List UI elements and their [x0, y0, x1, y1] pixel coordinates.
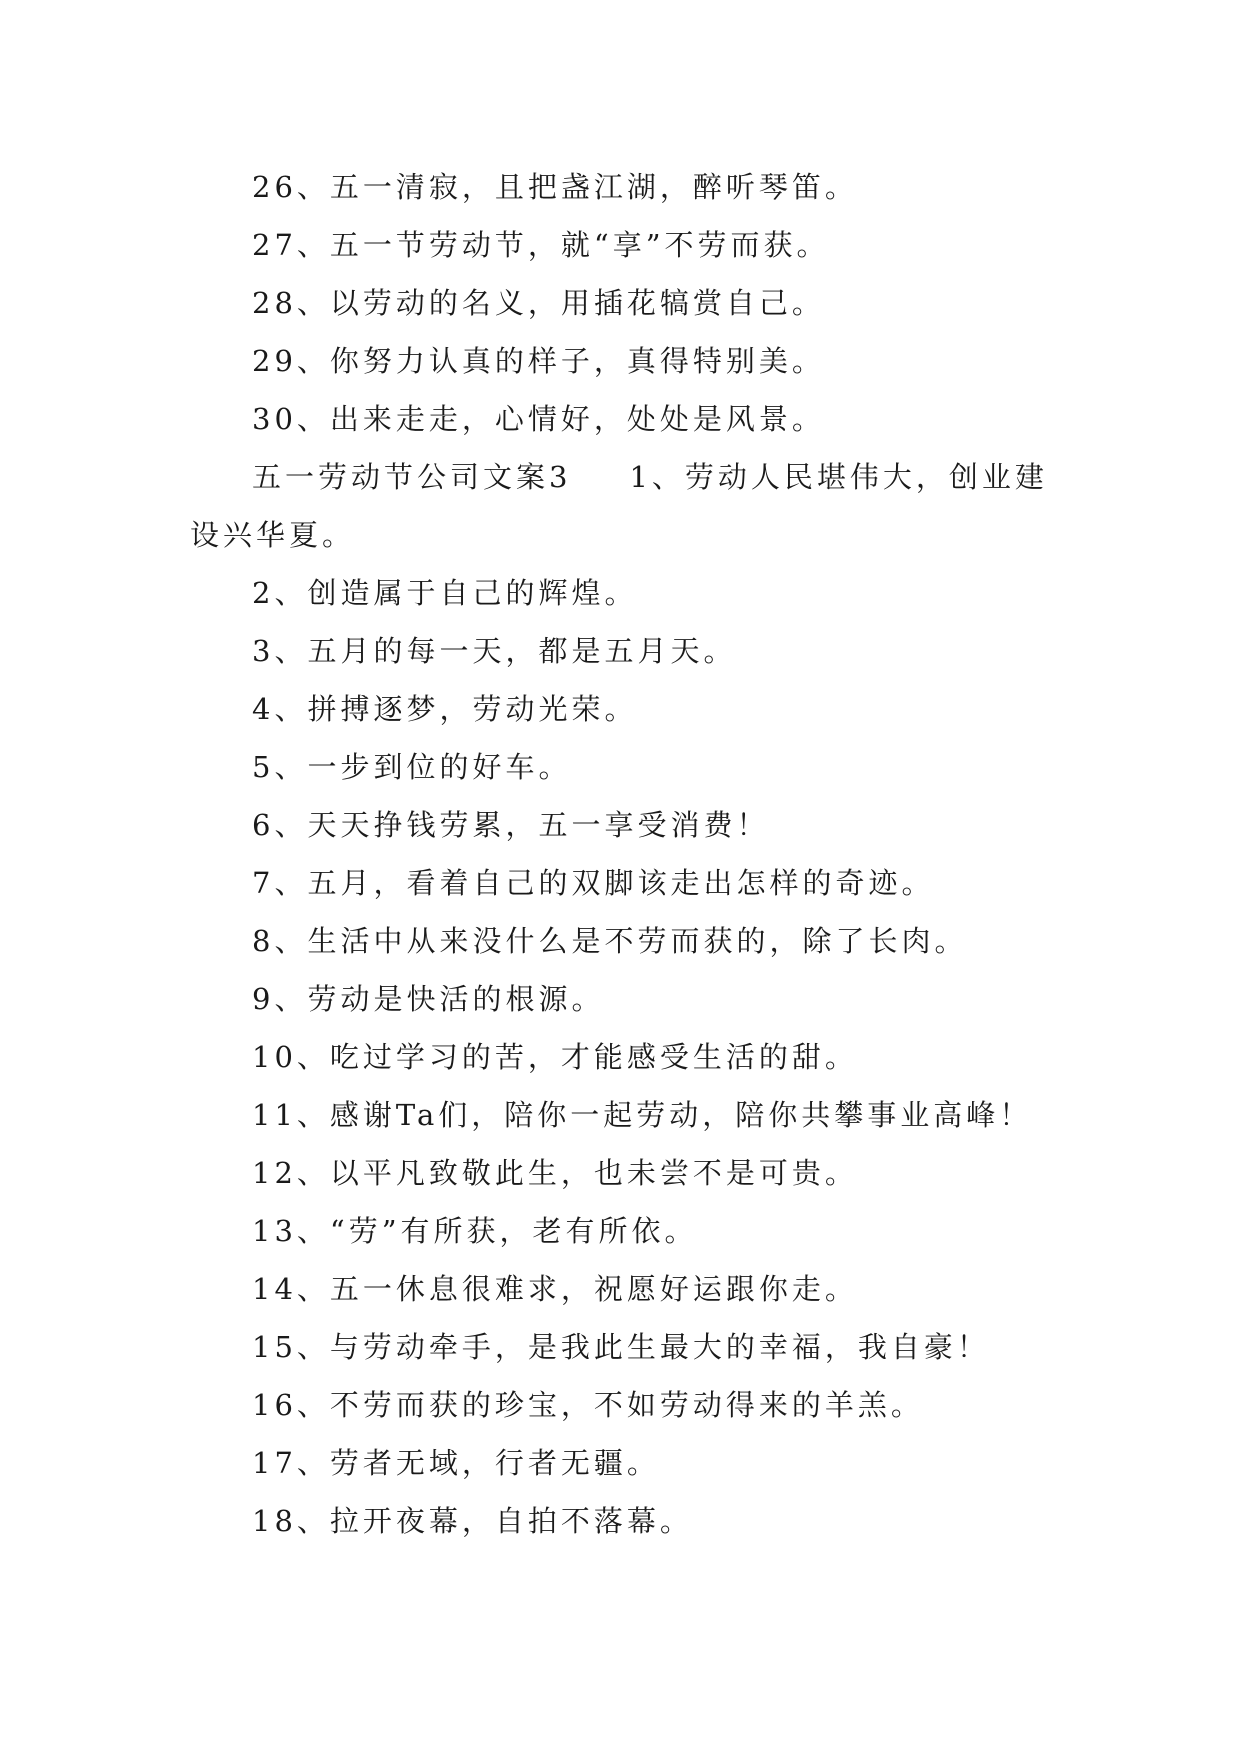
list-item: 17、劳者无域，行者无疆。	[252, 1446, 660, 1480]
section-paragraph	[190, 448, 1060, 564]
list-item: 5、一步到位的好车。	[252, 750, 572, 784]
list-item: 30、出来走走，心情好，处处是风景。	[252, 402, 825, 436]
list-item: 9、劳动是快活的根源。	[252, 982, 605, 1016]
list-item: 8、生活中从来没什么是不劳而获的，除了长肉。	[252, 924, 968, 958]
document-body	[190, 158, 1060, 1550]
list-item: 27、五一节劳动节，就“享”不劳而获。	[252, 228, 830, 262]
list-item: 6、天天挣钱劳累，五一享受消费！	[252, 808, 770, 842]
list-item: 15、与劳动牵手，是我此生最大的幸福，我自豪！	[252, 1330, 990, 1364]
list-item: 29、你努力认真的样子，真得特别美。	[252, 344, 825, 378]
list-item: 3、五月的每一天，都是五月天。	[252, 634, 737, 668]
list-item: 13、“劳”有所获，老有所依。	[252, 1214, 698, 1248]
list-item: 18、拉开夜幕，自拍不落幕。	[252, 1504, 693, 1538]
list-item: 7、五月，看着自己的双脚该走出怎样的奇迹。	[252, 866, 935, 900]
list-item: 12、以平凡致敬此生，也未尝不是可贵。	[252, 1156, 858, 1190]
list-item: 28、以劳动的名义，用插花犒赏自己。	[252, 286, 825, 320]
list-item: 14、五一休息很难求，祝愿好运跟你走。	[252, 1272, 858, 1306]
list-item: 4、拼搏逐梦，劳动光荣。	[252, 692, 638, 726]
list-item: 2、创造属于自己的辉煌。	[252, 576, 638, 610]
list-item: 10、吃过学习的苦，才能感受生活的甜。	[252, 1040, 858, 1074]
list-item: 16、不劳而获的珍宝，不如劳动得来的羊羔。	[252, 1388, 924, 1422]
list-item: 26、五一清寂，且把盏江湖，醉听琴笛。	[252, 170, 858, 204]
list-item: 11、感谢Ta们，陪你一起劳动，陪你共攀事业高峰！	[252, 1098, 1033, 1132]
section-first-item: 1、劳动人民堪伟大，创业建设兴华夏。	[190, 460, 1048, 552]
section-heading: 五一劳动节公司文案3	[252, 460, 572, 494]
